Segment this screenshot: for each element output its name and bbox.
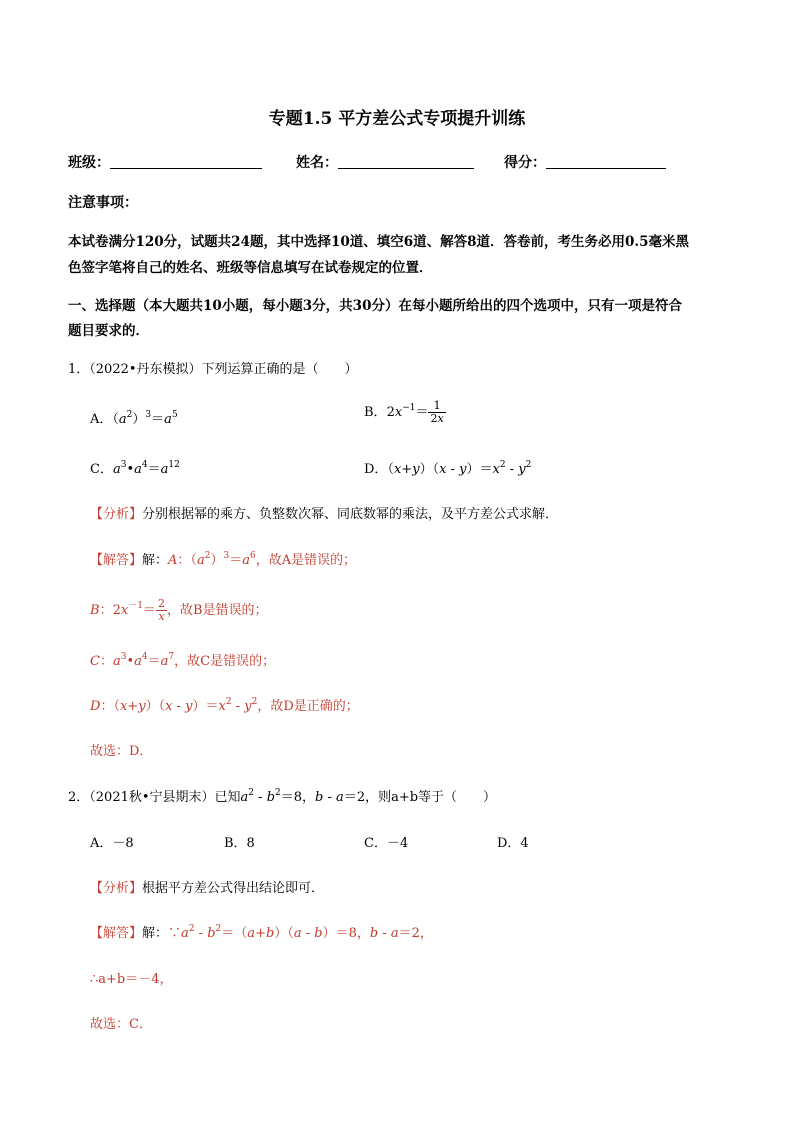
class-blank[interactable] <box>110 153 262 169</box>
q1-answer-c: C：$a^3•a^4=a^7$，故C是错误的； <box>90 652 276 669</box>
answer-tag: 【解答】 <box>90 553 143 568</box>
name-blank[interactable] <box>338 153 474 169</box>
q1-answer-b: B：$2x^{-1}=$ $\frac{2}{x}$ ，故B是错误的； <box>90 597 268 623</box>
q2-final-answer: 故选：C． <box>90 1017 152 1032</box>
q2-answer-step-2: ∴a+b＝－4， <box>90 972 173 987</box>
q1-option-a[interactable]: A．$(a^2)^3=a^5$ <box>90 410 178 427</box>
answer-tag: 【解答】 <box>90 926 143 941</box>
q1-final-answer: 故选：D． <box>90 744 153 759</box>
score-label: 得分： <box>504 155 546 171</box>
section-heading-line-2: 题目要求的． <box>68 323 149 339</box>
page-title: 专题1.5 平方差公式专项提升训练 <box>268 109 526 129</box>
question-2-stem: 2．（2021秋•宁县期末）已知$a^2 - b^2=8$，b - a＝2，则a+b等于（ ） <box>68 788 497 805</box>
q1-option-b[interactable]: B．$2x^{-1}=$ $\frac{1}{2x}$ <box>364 399 444 425</box>
q1-option-d[interactable]: D．$(x+y)(x - y)=x^2 - y^2$ <box>364 460 532 477</box>
q2-analysis: 【分析】根据平方差公式得出结论即可． <box>90 881 325 896</box>
q2-option-d[interactable]: D．4 <box>497 836 529 851</box>
q2-option-c[interactable]: C．－4 <box>364 836 409 851</box>
analysis-tag: 【分析】 <box>90 881 143 896</box>
notice-line-2: 色签字笔将自己的姓名、班级等信息填写在试卷规定的位置． <box>68 260 433 276</box>
q1-analysis: 【分析】分别根据幂的乘方、负整数次幂、同底数幂的乘法，及平方差公式求解． <box>90 507 559 522</box>
class-label: 班级： <box>68 155 110 171</box>
class-field <box>68 152 262 172</box>
q2-answer-step-1: 【解答】解：$\because a^2 - b^2=(a+b)(a - b)=8$，b - a＝2， <box>90 924 433 941</box>
notice-line-1: 本试卷满分120分，试题共24题，其中选择10道、填空6道、解答8道．答卷前，考生务必用0.5毫米黑 <box>68 234 690 250</box>
q1-answer-a: 【解答】解：A：$(a^2)^3=a^6$，故A是错误的； <box>90 551 357 568</box>
q1-option-c[interactable]: C．$a^3•a^4=a^{12}$ <box>90 460 180 477</box>
q2-option-a[interactable]: A．－8 <box>90 836 134 851</box>
notice-title: 注意事项： <box>68 195 138 211</box>
section-heading-line-1: 一、选择题（本大题共10小题，每小题3分，共30分）在每小题所给出的四个选项中，只有一项是符合 <box>68 298 682 314</box>
name-field <box>296 152 474 172</box>
q1-answer-d: D：$(x+y)(x - y)=x^2 - y^2$，故D是正确的； <box>90 697 359 714</box>
q2-option-b[interactable]: B．8 <box>224 836 255 851</box>
score-field <box>504 152 666 172</box>
name-label: 姓名： <box>296 155 338 171</box>
score-blank[interactable] <box>546 153 666 169</box>
question-1-stem: 1．（2022•丹东模拟）下列运算正确的是（ ） <box>68 362 358 377</box>
analysis-tag: 【分析】 <box>90 507 143 522</box>
